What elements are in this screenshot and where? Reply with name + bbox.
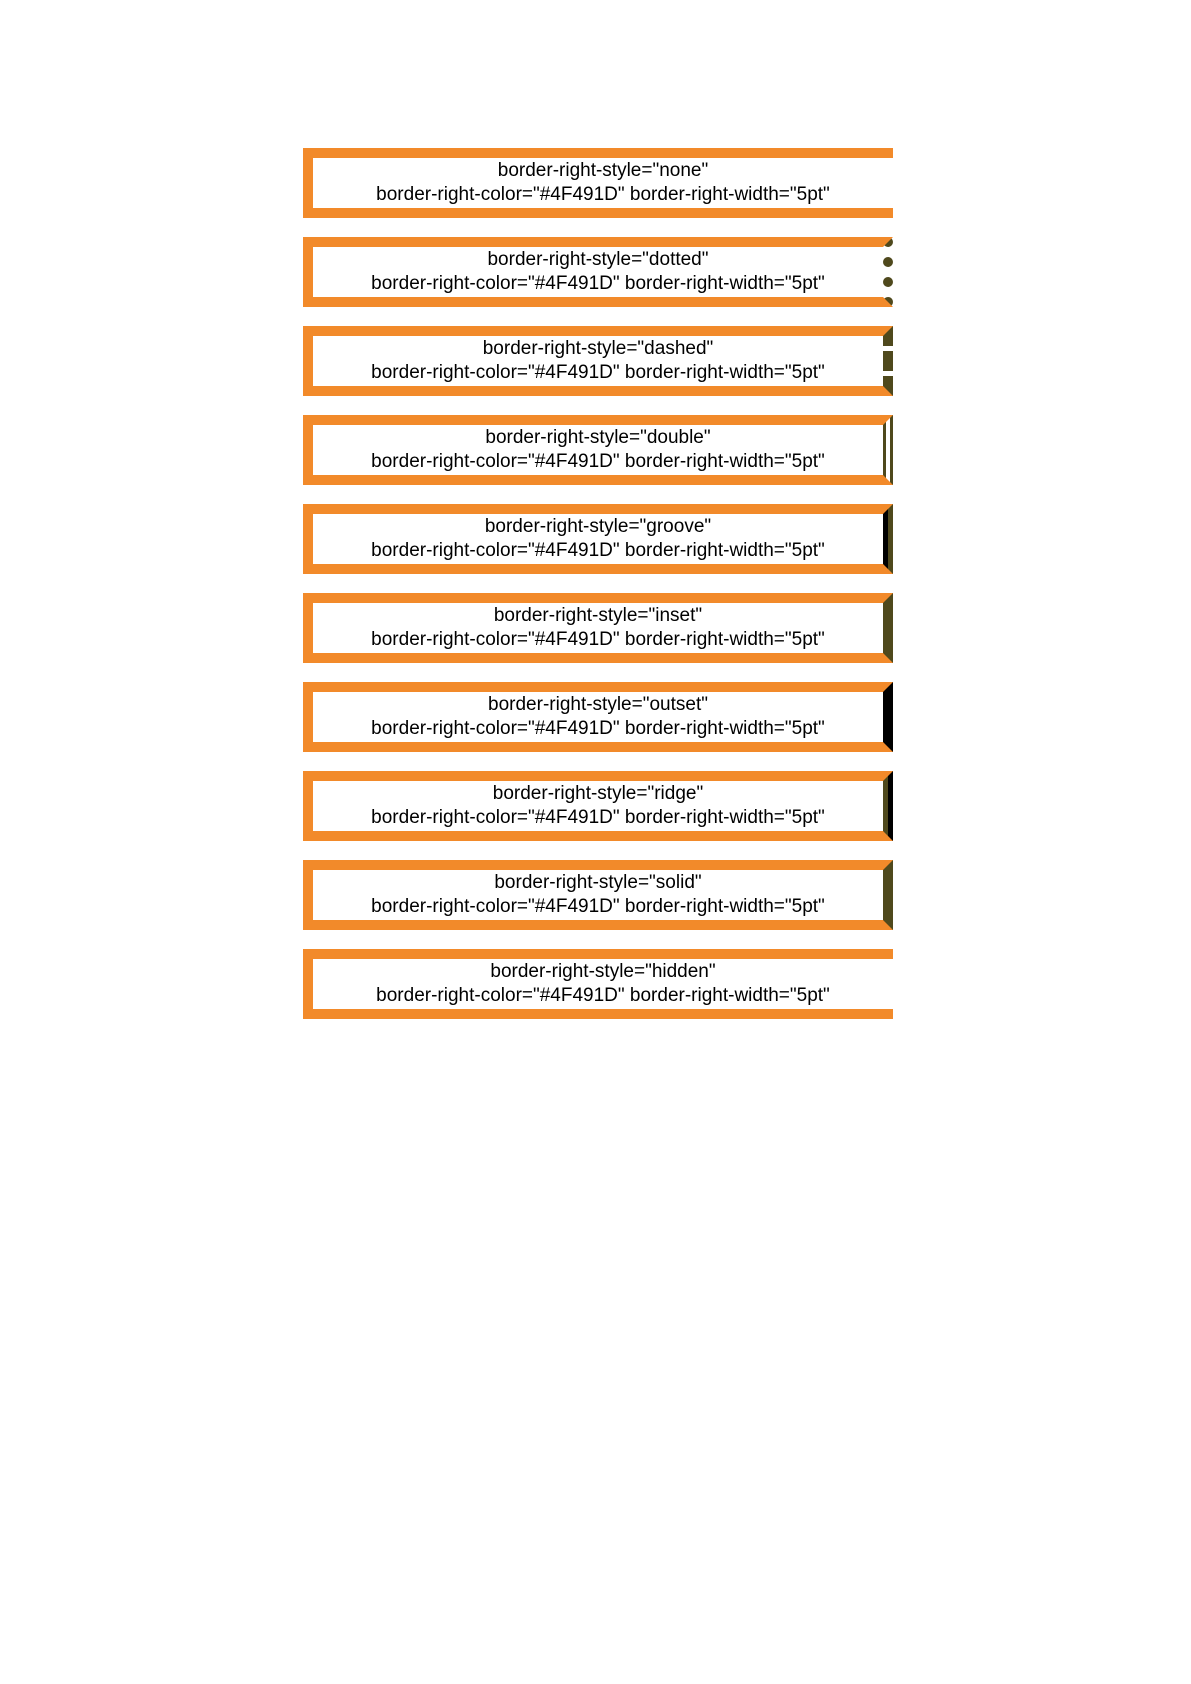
box-style-label: border-right-style="solid" [494,872,702,893]
box-solid [303,860,893,930]
box-style-label: border-right-style="dashed" [482,338,714,359]
box-dashed [303,326,893,396]
box-style-label: border-right-style="double" [485,427,711,448]
box-color-width-label: border-right-color="#4F491D" border-right-width="5pt" [371,273,825,294]
box-color-width-label: border-right-color="#4F491D" border-right-width="5pt" [376,985,830,1006]
box-style-label: border-right-style="groove" [484,516,712,537]
box-ridge [303,771,893,841]
box-color-width-label: border-right-color="#4F491D" border-right-width="5pt" [371,629,825,650]
box-none [303,148,893,218]
border-style-list [303,148,903,1038]
box-outset [303,682,893,752]
box-style-label: border-right-style="ridge" [492,783,704,804]
box-color-width-label: border-right-color="#4F491D" border-right-width="5pt" [371,540,825,561]
box-color-width-label: border-right-color="#4F491D" border-right-width="5pt" [371,807,825,828]
box-color-width-label: border-right-color="#4F491D" border-right-width="5pt" [371,896,825,917]
box-color-width-label: border-right-color="#4F491D" border-right-width="5pt" [371,718,825,739]
box-double [303,415,893,485]
box-style-label: border-right-style="hidden" [490,961,716,982]
box-style-label: border-right-style="inset" [493,605,703,626]
box-color-width-label: border-right-color="#4F491D" border-right-width="5pt" [371,362,825,383]
box-style-label: border-right-style="dotted" [487,249,709,270]
box-dotted [303,237,893,307]
box-groove [303,504,893,574]
box-color-width-label: border-right-color="#4F491D" border-right-width="5pt" [371,451,825,472]
box-color-width-label: border-right-color="#4F491D" border-right-width="5pt" [376,184,830,205]
box-style-label: border-right-style="outset" [488,694,708,715]
box-hidden [303,949,893,1019]
box-inset [303,593,893,663]
box-style-label: border-right-style="none" [497,160,709,181]
